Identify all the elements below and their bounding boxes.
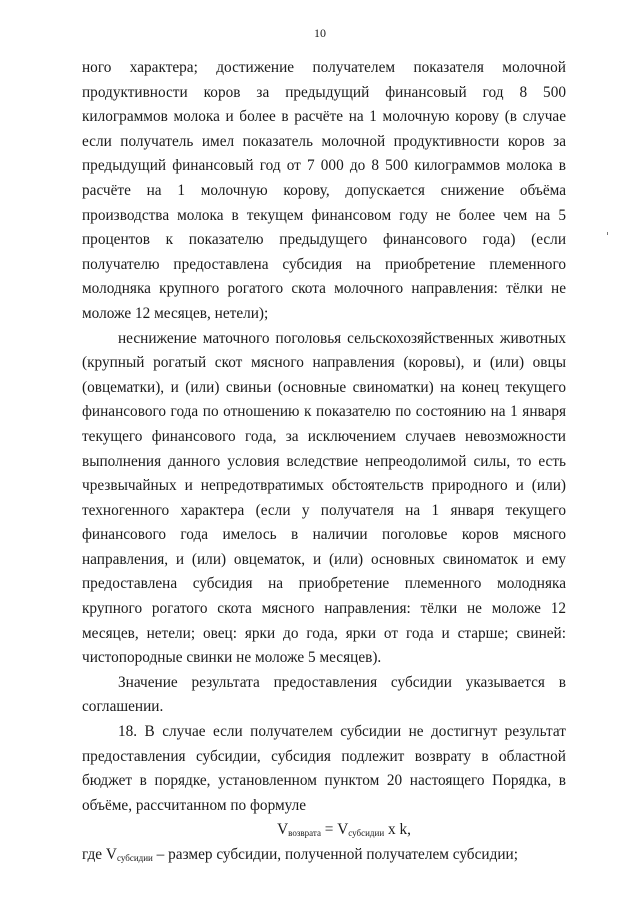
formula-lhs-subscript: возврата (288, 828, 321, 839)
formula-rhs: V (337, 821, 349, 839)
formula-rhs-subscript: субсидии (348, 828, 385, 839)
page-number: 10 (314, 26, 326, 40)
definition-prefix: где (82, 846, 106, 863)
refund-formula (82, 818, 566, 843)
formula-equals: = (320, 821, 338, 839)
definition-variable-subscript: субсидии (116, 853, 153, 863)
definition-text: – размер субсидии, полученной получателем субсидии; (152, 846, 518, 863)
definition-variable: V (105, 846, 117, 863)
paragraph-result-value: Значение результата предоставления субсидии указывается в соглашении. (82, 673, 566, 716)
paragraph-milk-productivity: ного характера; достижение получателем показателя молочной продуктивности коров за предыдущий финансовый год 8 500 килограммов молока и более в расчёте на 1 молочную корову (в случае если получатель имел показатель молочной продуктивности коров за предыдущий финансовый год от 7 000 до 8 500 килограммов молока в расчёте на 1 молочную корову, допускается снижение объёма производства молока в текущем финансовом году не более чем на 5 процентов к показателю предыдущего финансового года) (если получателю предоставлена субсидия на приобретение племенного молодняка крупного рогатого скота молочного направления: тёлки не моложе 12 месяцев, нетели); (82, 59, 566, 322)
formula-tail: х k, (384, 821, 411, 839)
paragraph-livestock-count: неснижение маточного поголовья сельскохозяйственных животных (крупный рогатый скот мясного направления (коровы), и (или) овцы (овцематки), и (или) свиньи (основные свиноматки) на конец текущего финансового года по отношению к показателю по состоянию на 1 января текущего финансового года, за исключением случаев невозможности выполнения данного условия вследствие непреодолимой силы, то есть чрезвычайных и непредотвратимых обстоятельств природного и (или) техногенного характера (если у получателя на 1 января текущего финансового года имелось в наличии поголовье коров мясного направления, и (или) овцематок, и (или) основных свиноматок и ему предоставлена субсидия на приобретение племенного молодняка крупного рогатого скота мясного направления: тёлки не моложе 12 месяцев, нетели; овец: ярки до года, ярки от года и старше; свиней: чистопородные свинки не моложе 5 месяцев). (82, 329, 566, 667)
document-body (82, 56, 566, 868)
formula-lhs: V (277, 821, 289, 839)
paragraph-item-18: 18. В случае если получателем субсидии не достигнут результат предоставления субсидии, субсидия подлежит возврату в областной бюджет в порядке, установленном пунктом 20 настоящего Порядка, в объёме, рассчитанном по формуле (82, 723, 566, 814)
variable-definition (82, 843, 566, 868)
scan-speck (607, 232, 608, 235)
